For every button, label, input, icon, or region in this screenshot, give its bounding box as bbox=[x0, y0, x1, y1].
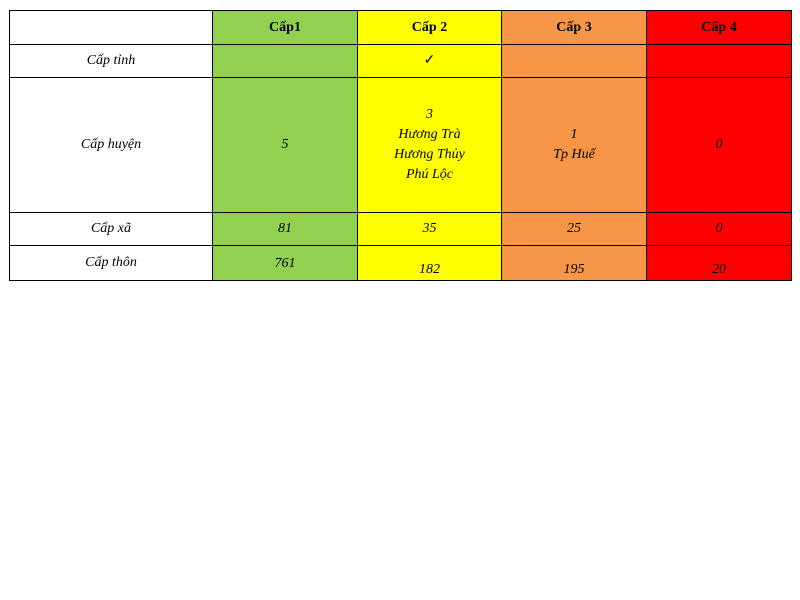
cell-xa-cap3: 25 bbox=[502, 213, 647, 246]
cell-thon-cap2 bbox=[358, 246, 502, 281]
cell-tinh-cap4 bbox=[647, 45, 792, 78]
cell-thon-cap1 bbox=[213, 246, 358, 281]
cell-thon-cap2-value: 182 bbox=[419, 262, 440, 277]
cell-huyen-cap2 bbox=[358, 78, 502, 213]
cell-thon-cap3-value: 195 bbox=[563, 262, 585, 277]
cell-xa-cap2: 35 bbox=[358, 213, 502, 246]
header-cap4: Cấp 4 bbox=[647, 11, 792, 45]
cell-huyen-cap1: 5 bbox=[213, 78, 358, 213]
cell-huyen-cap3-count: 1 bbox=[570, 127, 578, 142]
corner-cell bbox=[10, 11, 213, 45]
cell-huyen-cap3-place: Tp Huế bbox=[553, 147, 595, 162]
cell-thon-cap4-value: 20 bbox=[712, 262, 726, 277]
cell-huyen-cap2-place: Phú Lộc bbox=[405, 167, 454, 182]
cell-thon-cap4 bbox=[647, 246, 792, 281]
header-row bbox=[10, 11, 792, 45]
cell-huyen-cap2-count: 3 bbox=[426, 107, 433, 122]
cell-thon-cap3 bbox=[502, 246, 647, 281]
header-cap3: Cấp 3 bbox=[502, 11, 647, 45]
header-cap2: Cấp 2 bbox=[358, 11, 502, 45]
cell-xa-cap1: 81 bbox=[213, 213, 358, 246]
row-label-cap-tinh: Cấp tỉnh bbox=[10, 45, 213, 78]
row-label-cap-thon: Cấp thôn bbox=[10, 246, 213, 281]
cell-huyen-cap4: 0 bbox=[647, 78, 792, 213]
table-row bbox=[10, 213, 792, 246]
cell-tinh-cap2 bbox=[358, 45, 502, 78]
header-cap1: Cấp1 bbox=[213, 11, 358, 45]
cell-huyen-cap3 bbox=[502, 78, 647, 213]
cell-huyen-cap2-place: Hương Thủy bbox=[394, 147, 465, 162]
table-row bbox=[10, 246, 792, 281]
check-icon: ✓ bbox=[423, 53, 436, 68]
cell-tinh-cap1 bbox=[213, 45, 358, 78]
row-label-cap-xa: Cấp xã bbox=[10, 213, 213, 246]
cell-thon-cap1-value: 761 bbox=[274, 256, 296, 271]
risk-level-table bbox=[9, 10, 792, 281]
row-label-cap-huyen: Cấp huyện bbox=[10, 78, 213, 213]
table-row bbox=[10, 78, 792, 213]
cell-huyen-cap2-place: Hương Trà bbox=[398, 127, 461, 142]
table-row bbox=[10, 45, 792, 78]
cell-xa-cap4: 0 bbox=[647, 213, 792, 246]
cell-tinh-cap3 bbox=[502, 45, 647, 78]
